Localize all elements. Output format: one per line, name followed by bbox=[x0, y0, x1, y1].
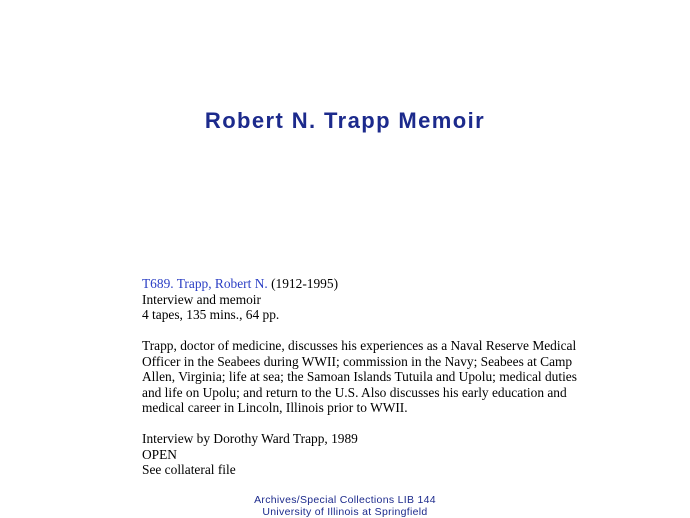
life-dates: (1912-1995) bbox=[267, 276, 339, 291]
access-status: OPEN bbox=[142, 446, 177, 462]
abstract-line: Trapp, doctor of medicine, discusses his experiences as a Naval Reserve Medical bbox=[142, 338, 577, 353]
archive-footer bbox=[0, 494, 690, 518]
footer-line-archives: Archives/Special Collections LIB 144 bbox=[254, 494, 436, 506]
memoir-entry bbox=[142, 276, 612, 478]
collateral-note: See collateral file bbox=[142, 462, 236, 477]
entry-heading bbox=[142, 276, 612, 292]
abstract-line: and life on Upolu; and return to the U.S. Also discusses his early education and bbox=[142, 384, 567, 400]
spacer bbox=[142, 323, 612, 339]
accession-label: T689. Trapp, Robert N. bbox=[142, 276, 268, 291]
abstract-line: medical career in Lincoln, Illinois prior to WWII. bbox=[142, 400, 408, 415]
footer-line-university: University of Illinois at Springfield bbox=[262, 506, 428, 518]
entry-extent: 4 tapes, 135 mins., 64 pp. bbox=[142, 307, 280, 322]
spacer bbox=[142, 416, 612, 432]
page-title: Robert N. Trapp Memoir bbox=[204, 108, 486, 133]
abstract-line: Officer in the Seabees during WWII; commission in the Navy; Seabees at Camp bbox=[142, 353, 573, 369]
interviewer-credit: Interview by Dorothy Ward Trapp, 1989 bbox=[142, 431, 358, 446]
abstract bbox=[142, 338, 612, 416]
entry-type: Interview and memoir bbox=[142, 291, 261, 307]
abstract-line: Allen, Virginia; life at sea; the Samoan Islands Tutuila and Upolu; medical duties bbox=[142, 369, 577, 384]
